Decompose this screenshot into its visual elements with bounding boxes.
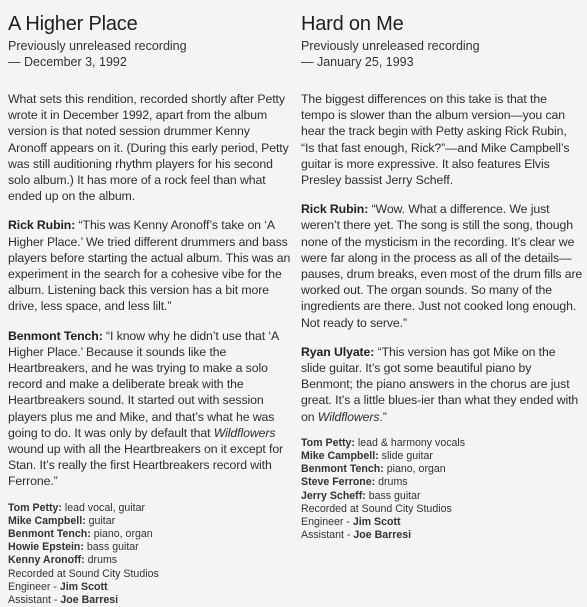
song-date: — January 25, 1993	[301, 55, 414, 69]
credit-line	[301, 529, 583, 542]
credit-name: Joe Barresi	[60, 594, 119, 607]
credits-list	[8, 502, 291, 607]
credit-line	[8, 541, 291, 554]
credit-prefix: Assistant -	[8, 594, 61, 607]
credit-prefix: Engineer -	[301, 516, 353, 529]
credit-name: Mike Campbell:	[301, 450, 379, 463]
song-title: A Higher Place	[8, 13, 138, 35]
credit-name: Benmont Tench:	[8, 528, 91, 541]
credit-name: Tom Petty:	[8, 501, 62, 514]
quote-speaker: Rick Rubin:	[8, 218, 76, 233]
credit-name: Jim Scott	[352, 516, 401, 529]
song-subtitle: Previously unreleased recording	[8, 39, 187, 53]
quote-speaker: Rick Rubin:	[301, 202, 369, 217]
credit-name: Howie Epstein:	[8, 541, 84, 554]
left-column	[8, 12, 291, 607]
credit-line	[301, 490, 583, 503]
studio-line: Recorded at Sound City Studios	[301, 502, 452, 515]
credit-line	[8, 528, 291, 541]
credit-line	[8, 594, 291, 607]
credit-prefix: Assistant -	[301, 529, 354, 542]
right-column	[301, 12, 583, 542]
quote-paragraph	[8, 328, 291, 490]
quote-text: “I know why he didn’t use that ‘A Higher Place.’ Because it sounds like the Heartbreakers, and he was trying to make a solo record and make a deliberate break with the Heartbreakers sound. It started out with session players plus me and Mike, and that’s what he was going to do. It was only by default that	[8, 328, 279, 440]
intro-paragraph: The biggest differences on this take is that the tempo is slower than the album version—you can hear the track begin with Petty asking Rick Rubin, “Is that fast enough, Rick?”—and Mike Campbell’s guitar is more expressive. It also features Elvis Presley bassist Jerry Scheff.	[301, 92, 570, 188]
credit-role: lead & harmony vocals	[354, 436, 466, 449]
quote-paragraph	[301, 344, 583, 425]
credits-list	[301, 437, 583, 543]
credit-role: slide guitar	[378, 450, 433, 463]
song-subtitle: Previously unreleased recording	[301, 39, 480, 53]
album-title: Wildflowers	[317, 409, 380, 424]
credit-line	[301, 463, 583, 476]
credit-prefix: Engineer -	[8, 580, 60, 593]
credit-role: piano, organ	[383, 463, 446, 476]
credit-role: bass guitar	[83, 541, 139, 554]
credit-line	[301, 437, 583, 450]
credit-name: Kenny Aronoff:	[8, 554, 85, 567]
credit-line	[301, 476, 583, 489]
credit-line	[301, 450, 583, 463]
credit-line	[8, 502, 291, 515]
credit-name: Mike Campbell:	[8, 514, 86, 527]
quote-text: “This was Kenny Aronoff’s take on ‘A Higher Place.’ We tried different drummers and bass players before starting the actual album. This was an experiment in the search for a cohesive vibe for the album. Listening back this version has a bit more drive, less space, and less lilt.”	[8, 218, 291, 314]
credit-line	[8, 554, 291, 567]
credit-role: drums	[375, 476, 408, 489]
song-title: Hard on Me	[301, 13, 404, 35]
credit-name: Joe Barresi	[353, 529, 412, 542]
credit-role: lead vocal, guitar	[61, 501, 145, 514]
credit-name: Benmont Tench:	[301, 463, 384, 476]
credit-role: bass guitar	[365, 489, 421, 502]
quote-text: wound up with all the Heartbreakers on it except for Stan. It’s really the first Heartbreakers record with Ferrone.”	[8, 442, 284, 489]
quote-paragraph	[301, 201, 583, 331]
credit-name: Tom Petty:	[301, 436, 355, 449]
quote-paragraph	[8, 217, 291, 314]
quote-speaker: Ryan Ulyate:	[301, 344, 375, 359]
credit-role: piano, organ	[90, 528, 153, 541]
credit-name: Jerry Scheff:	[301, 489, 366, 502]
credit-name: Steve Ferrone:	[301, 476, 376, 489]
quote-speaker: Benmont Tench:	[8, 328, 103, 343]
credit-role: drums	[84, 554, 118, 567]
intro-paragraph: What sets this rendition, recorded shortly after Petty wrote it in December 1992, apart from the album version is that noted session drummer Kenny Aronoff appears on it. (During this early period, Petty was still auditioning rhythm players for his second solo album.) It has more of a rock feel than what ended up on the album.	[8, 92, 289, 204]
studio-line: Recorded at Sound City Studios	[8, 567, 159, 580]
credit-name: Jim Scott	[59, 580, 108, 593]
song-date: — December 3, 1992	[8, 55, 127, 69]
credit-line	[8, 581, 291, 594]
credit-line	[301, 516, 583, 529]
credit-role: guitar	[85, 514, 116, 527]
quote-text: .”	[379, 409, 387, 424]
album-title: Wildflowers	[213, 425, 276, 440]
quote-text: “This version has got Mike on the slide guitar. It’s got some beautiful piano by Benmont; the piano answers in the chorus are just great. It’s a little blues-ier than what they ended with on	[301, 344, 579, 424]
quote-text: “Wow. What a difference. We just weren’t there yet. The song is still the song, though none of the mysticism in the recording. It’s clear we were far along in the process as all of the details—pauses, drum breaks, even most of the drum fills are worked out. The organ sounds. So many of the ingredients are there. Just not cooked long enough. Not ready to serve.”	[301, 202, 583, 330]
credit-line	[8, 515, 291, 528]
